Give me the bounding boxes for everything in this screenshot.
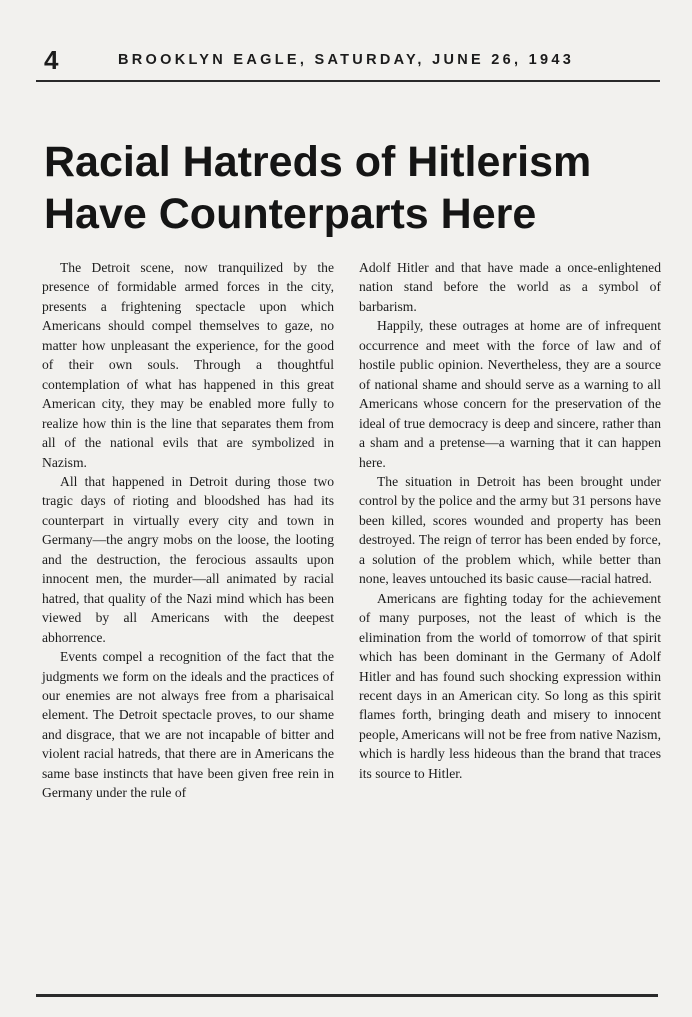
paragraph: The situation in Detroit has been brought under control by the police and the army but 31 persons have been killed, scores wounded and property has been destroyed. The reign of terror has been ended by force, a solution of the problem which, while better than none, leaves untouched its basic cause—racial hatred. [359,473,661,587]
headline-line-2: Have Counterparts Here [44,190,537,238]
paragraph-continuation: Adolf Hitler and that have made a once-enlightened nation stand before the world as a symbol of barbarism. [359,260,661,314]
headline [44,136,664,240]
paragraph: Americans are fighting today for the achievement of many purposes, not the least of which is the elimination from the world of tomorrow of that spirit which has been dominant in the Germany of Adolf Hitler and has found such shocking expression within recent days in an American city. So long as this spirit flames forth, bringing death and misery to innocent people, Americans will not be free from native Nazism, which is hardly less hideous than the brand that traces its source to Hitler. [359,590,661,781]
page-number: 4 [44,45,59,75]
headline-line-1: Racial Hatreds of Hitlerism [44,138,592,186]
article-column-left [42,258,334,803]
top-rule [36,80,660,82]
bottom-rule [36,994,658,997]
paragraph: Happily, these outrages at home are of infrequent occurrence and meet with the force of law and of hostile public opinion. Nevertheless, they are a source of national shame and should serve as a warning to all Americans whose concern for the preservation of the ideal of true democracy is deep and sincere, rather than a sham and a pretense—a warning that it can happen here. [359,318,661,470]
masthead [40,44,668,78]
article-column-right [359,258,661,783]
masthead-title: BROOKLYN EAGLE, SATURDAY, JUNE 26, 1943 [118,52,575,68]
paragraph: The Detroit scene, now tranquilized by the presence of formidable armed forces in the city, presents a frightening spectacle upon which Americans should compel themselves to gaze, no matter how unpleasant the experience, for the good of their own souls. Through a thoughtful contemplation of what has happened in this great American city, they may be enabled more fully to realize how thin is the line that separates them from all of the national evils that are symbolized in Nazism. [42,260,334,470]
paragraph: Events compel a recognition of the fact that the judgments we form on the ideals and the practices of our enemies are not always free from a pharisaical element. The Detroit spectacle proves, to our shame and disgrace, that we are not incapable of bitter and violent racial hatreds, that there are in Americans the same base instincts that have been given free rein in Germany under the rule of [42,649,334,801]
paragraph: All that happened in Detroit during those two tragic days of rioting and bloodshed has had its counterpart in virtually every city and town in Germany—the angry mobs on the loose, the looting and the destruction, the ferocious assaults upon innocent men, the murder—all animated by racial hatred, that quality of the Nazi mind which has been viewed by all Americans with the deepest abhorrence. [42,473,334,645]
